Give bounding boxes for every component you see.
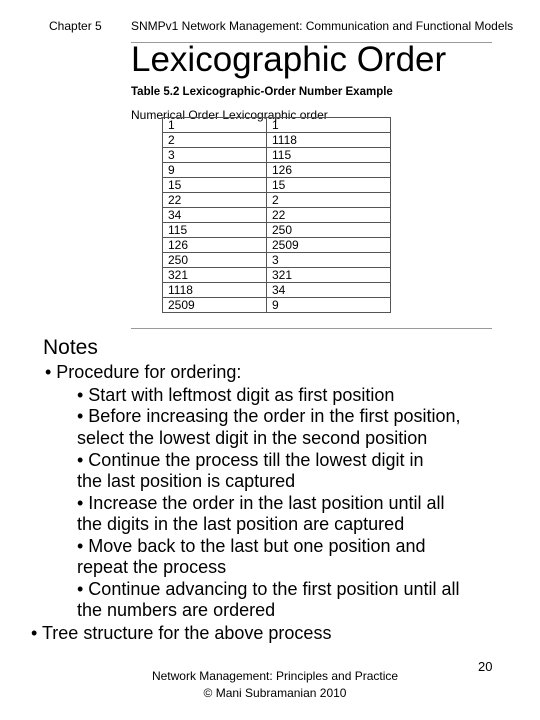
chapter-label: Chapter 5 (49, 19, 102, 33)
list-item: the numbers are ordered (77, 600, 276, 620)
list-item: • Move back to the last but one position and (77, 536, 426, 556)
lexicographic-order-cell: 1 (267, 118, 391, 133)
table-row (163, 133, 391, 148)
numerical-order-cell: 1118 (163, 283, 267, 298)
list-item: • Continue the process till the lowest digit in (77, 450, 424, 470)
lexicographic-order-cell: 3 (267, 253, 391, 268)
table-row (163, 163, 391, 178)
table-row (163, 118, 391, 133)
footer-line-2: © Mani Subramanian 2010 (203, 686, 347, 700)
page-number: 20 (478, 659, 493, 674)
list-item: repeat the process (77, 557, 227, 577)
list-item: select the lowest digit in the second position (77, 428, 428, 448)
table-caption: Table 5.2 Lexicographic-Order Number Example (131, 86, 393, 98)
lexicographic-order-cell: 1118 (267, 133, 391, 148)
lexicographic-order-cell: 321 (267, 268, 391, 283)
section-rule (131, 328, 492, 329)
numerical-order-cell: 2509 (163, 298, 267, 313)
table-row (163, 193, 391, 208)
numerical-order-cell: 22 (163, 193, 267, 208)
numerical-order-cell: 250 (163, 253, 267, 268)
lexicographic-order-cell: 250 (267, 223, 391, 238)
numerical-order-cell: 115 (163, 223, 267, 238)
numerical-order-cell: 321 (163, 268, 267, 283)
lexicographic-order-cell: 2 (267, 193, 391, 208)
lexicographic-order-cell: 126 (267, 163, 391, 178)
numerical-order-cell: 3 (163, 148, 267, 163)
numerical-order-cell: 34 (163, 208, 267, 223)
lexicographic-order-cell: 115 (267, 148, 391, 163)
table-row (163, 208, 391, 223)
footer (140, 668, 410, 702)
numerical-order-cell: 9 (163, 163, 267, 178)
numerical-order-cell: 15 (163, 178, 267, 193)
list-item: • Start with leftmost digit as first position (77, 385, 395, 405)
list-item: the digits in the last position are captured (77, 514, 405, 534)
lexicographic-order-cell: 22 (267, 208, 391, 223)
lexicographic-order-cell: 9 (267, 298, 391, 313)
list-item: • Tree structure for the above process (31, 623, 332, 643)
table-row (163, 238, 391, 253)
numerical-order-cell: 2 (163, 133, 267, 148)
list-item: the last position is captured (77, 471, 296, 491)
table-row (163, 283, 391, 298)
table-header: Numerical Order Lexicographic order (131, 108, 328, 122)
table-row (163, 298, 391, 313)
numerical-order-cell: 1 (163, 118, 267, 133)
table-row (163, 223, 391, 238)
table-row (163, 268, 391, 283)
lexicographic-table (162, 117, 391, 313)
list-item: • Procedure for ordering: (45, 362, 242, 382)
lexicographic-order-cell: 34 (267, 283, 391, 298)
numerical-order-cell: 126 (163, 238, 267, 253)
table-row (163, 178, 391, 193)
lexicographic-order-cell: 2509 (267, 238, 391, 253)
table-row (163, 253, 391, 268)
list-item: • Increase the order in the last position until all (77, 493, 445, 513)
lexicographic-order-cell: 15 (267, 178, 391, 193)
slide-title: Lexicographic Order (131, 40, 447, 79)
header-title: SNMPv1 Network Management: Communication and Functional Models (131, 19, 514, 33)
footer-line-1: Network Management: Principles and Practice (151, 669, 399, 683)
list-item: • Continue advancing to the first position until all (77, 579, 460, 599)
notes-heading: Notes (43, 336, 98, 359)
table-row (163, 148, 391, 163)
list-item: • Before increasing the order in the first position, (77, 406, 461, 426)
